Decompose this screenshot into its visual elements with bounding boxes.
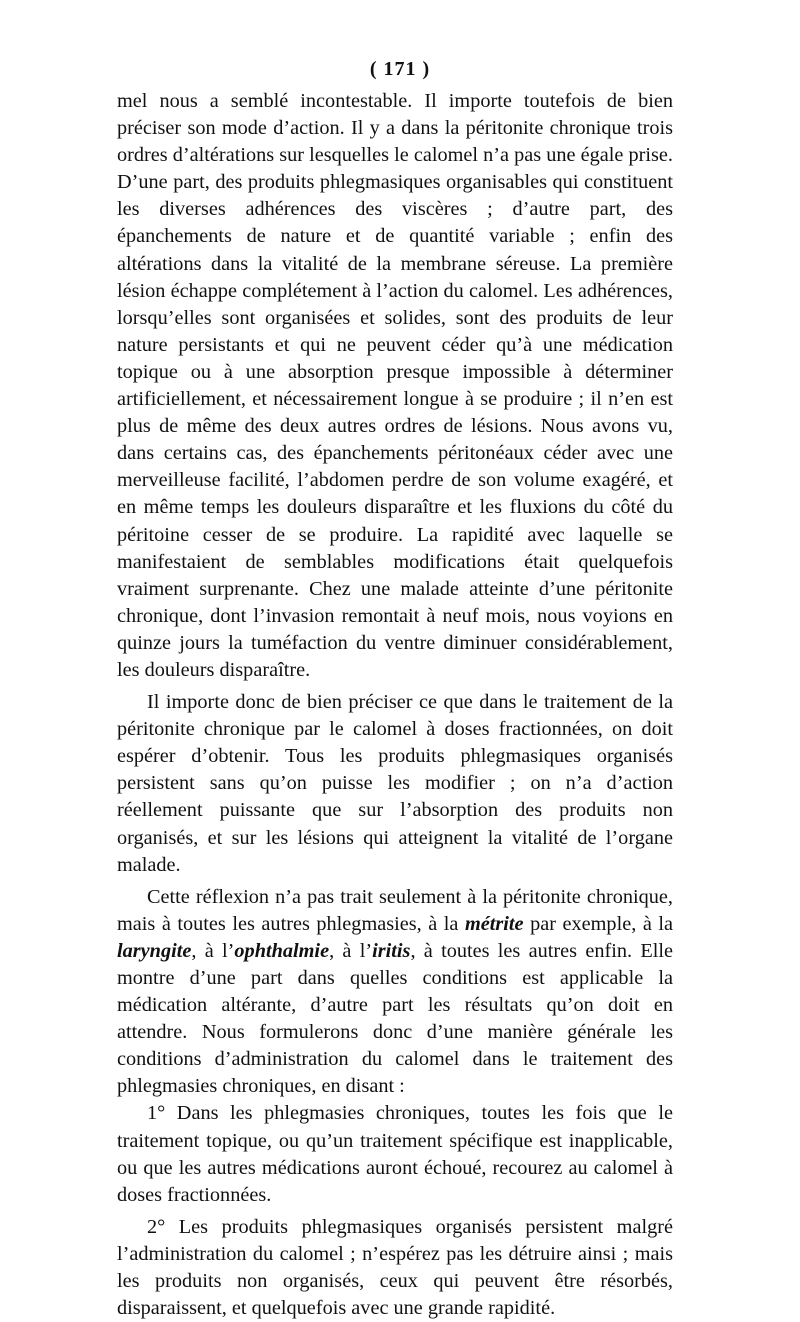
paragraph-3-text: Cette réflexion n’a pas trait seulement à la péritonite chronique, mais à toutes les autres phlegmasies, à la (117, 885, 673, 935)
paragraph-4: 1° Dans les phlegmasies chroniques, toutes les fois que le traitement topique, ou qu’un traitement spécifique est inapplicable, ou que les autres médications auront échoué, recourez au calomel à doses fractionnées. (117, 1102, 673, 1206)
paragraph-5: 2° Les produits phlegmasiques organisés persistent malgré l’administration du calomel ; n’espérez pas les détruire ainsi ; mais les produits non organisés, ceux qui peuvent être résorbés, disparaissent, et quelquefois avec une grande rapidité. (117, 1215, 673, 1320)
page-number: ( 171 ) (369, 58, 431, 80)
body-text (117, 88, 673, 1322)
term-iritis: iritis (372, 939, 411, 962)
paragraph-3-text: par exemple, à la (523, 912, 673, 935)
term-laryngite: laryngite (117, 939, 192, 962)
paragraph-1: mel nous a semblé incontestable. Il importe toutefois de bien préciser son mode d’action. Il y a dans la péritonite chronique trois ordres d’altérations sur lesquelles le calomel n’a pas une égale prise. D’une part, des produits phlegmasiques organisables qui constituent les diverses adhérences des viscères ; d’autre part, des épanchements de nature et de quantité variable ; enfin des altérations dans la vitalité de la membrane séreuse. La première lésion échappe complétement à l’action du calomel. Les adhérences, lorsqu’elles sont organisées et solides, sont des produits de leur nature persistants et qui ne peuvent céder qu’à une médication topique ou à une absorption presque impossible à déterminer artificiellement, et nécessairement longue à se produire ; il n’en est plus de même des deux autres ordres de lésions. Nous avons vu, dans certains cas, des épanchements péritonéaux céder avec une merveilleuse facilité, l’abdomen perdre de son volume exagéré, et en même temps les douleurs disparaître et les fluxions du côté du péritoine cesser de se produire. La rapidité avec laquelle se manifestaient de semblables modifications était quelquefois vraiment surprenante. Chez une malade atteinte d’une péritonite chronique, dont l’invasion remontait à neuf mois, nous voyions en quinze jours la tuméfaction du ventre diminuer considérablement, les douleurs disparaître. (117, 90, 673, 681)
term-metrite: métrite (464, 912, 524, 935)
paragraph-3 (117, 884, 673, 1101)
paragraph-3-text: , à l’ (329, 939, 373, 962)
paragraph-2: Il importe donc de bien préciser ce que dans le traitement de la péritonite chronique par le calomel à doses fractionnées, on doit espérer d’obtenir. Tous les produits phlegmasiques organisés persistent sans qu’on puisse les modifier ; on n’a d’action réellement puissante que sur l’absorption des produits non organisés, et sur les lésions qui atteignent la vitalité de l’organe malade. (117, 691, 673, 876)
paragraph-3-text: , à l’ (191, 939, 235, 962)
term-ophthalmie: ophthalmie (234, 939, 330, 962)
paragraph-3-text: , à toutes les autres enfin. Elle montre d’une part dans quelles conditions est applicable la médication altérante, d’autre part les résultats qu’on doit en attendre. Nous formulerons donc d’une manière générale les conditions d’administration du calomel dans le traitement des phlegmasies chroniques, en disant : (117, 939, 673, 1098)
